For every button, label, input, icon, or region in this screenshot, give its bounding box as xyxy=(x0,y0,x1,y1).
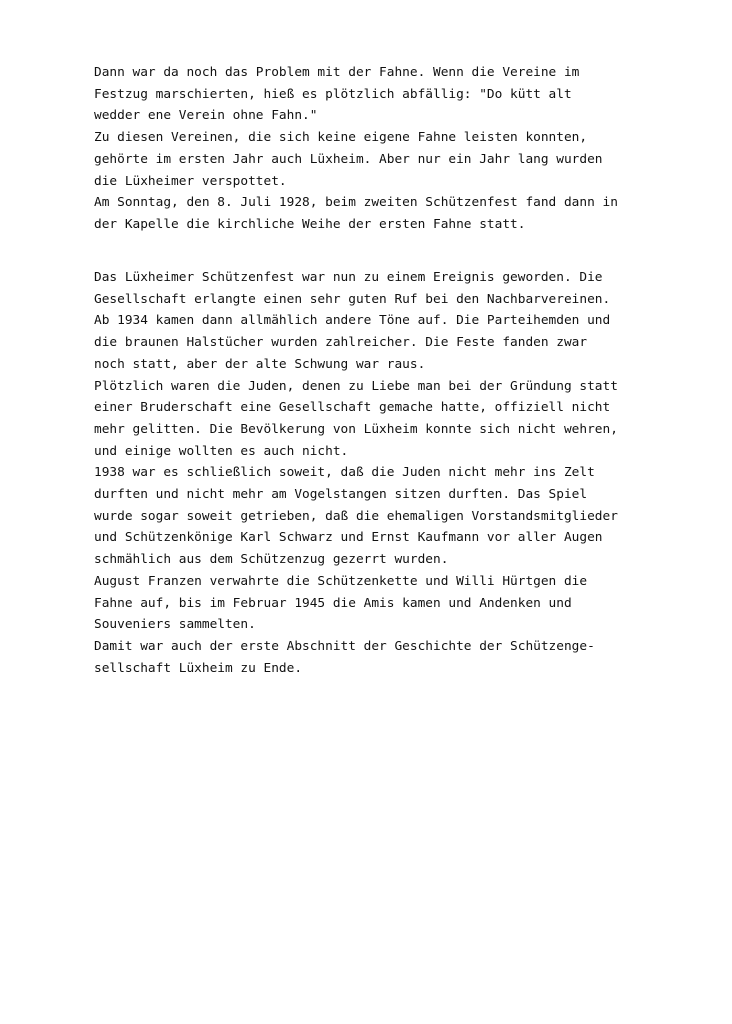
text-line: Das Lüxheimer Schützenfest war nun zu einem Ereignis geworden. Die xyxy=(94,270,603,285)
text-line: Plötzlich waren die Juden, denen zu Liebe man bei der Gründung statt xyxy=(94,378,618,394)
text-line: gehörte im ersten Jahr auch Lüxheim. Aber nur ein Jahr lang wurden xyxy=(94,151,603,167)
paragraph-flag-story xyxy=(94,62,694,236)
text-line: die Lüxheimer verspottet. xyxy=(94,173,287,189)
text-line: die braunen Halstücher wurden zahlreicher. Die Feste fanden zwar xyxy=(94,335,588,351)
text-line: noch statt, aber der alte Schwung war raus. xyxy=(94,356,426,372)
text-line: durften und nicht mehr am Vogelstangen sitzen durften. Das Spiel xyxy=(94,487,588,503)
text-line: mehr gelitten. Die Bevölkerung von Lüxheim konnte sich nicht wehren, xyxy=(94,421,618,437)
text-line: sellschaft Lüxheim zu Ende. xyxy=(94,660,303,676)
text-line: Am Sonntag, den 8. Juli 1928, beim zweiten Schützenfest fand dann in xyxy=(94,195,618,211)
text-line: Ab 1934 kamen dann allmählich andere Töne auf. Die Parteihemden und xyxy=(94,313,611,329)
text-line: Zu diesen Vereinen, die sich keine eigene Fahne leisten konnten, xyxy=(94,130,588,146)
text-line: und einige wollten es auch nicht. xyxy=(94,443,349,459)
text-line: Souveniers sammelten. xyxy=(94,617,256,633)
text-line: 1938 war es schließlich soweit, daß die Juden nicht mehr ins Zelt xyxy=(94,465,595,481)
paragraph-history-1934-1945 xyxy=(94,267,694,679)
text-line: einer Bruderschaft eine Gesellschaft gemache hatte, offiziell nicht xyxy=(94,400,611,416)
text-line: Festzug marschierten, hieß es plötzlich abfällig: "Do kütt alt xyxy=(94,86,572,102)
text-line: Damit war auch der erste Abschnitt der Geschichte der Schützenge- xyxy=(94,638,595,654)
text-line: wedder ene Verein ohne Fahn." xyxy=(94,108,318,124)
text-line: Fahne auf, bis im Februar 1945 die Amis kamen und Andenken und xyxy=(94,595,572,611)
text-line: und Schützenkönige Karl Schwarz und Ernst Kaufmann vor aller Augen xyxy=(94,530,603,546)
text-line: Gesellschaft erlangte einen sehr guten Ruf bei den Nachbarvereinen. xyxy=(94,291,611,307)
text-line: Dann war da noch das Problem mit der Fahne. Wenn die Vereine im xyxy=(94,65,580,80)
text-line: schmählich aus dem Schützenzug gezerrt wurden. xyxy=(94,552,449,568)
text-line: August Franzen verwahrte die Schützenkette und Willi Hürtgen die xyxy=(94,573,588,589)
text-line: wurde sogar soweit getrieben, daß die ehemaligen Vorstandsmitglieder xyxy=(94,508,618,524)
text-line: der Kapelle die kirchliche Weihe der ersten Fahne statt. xyxy=(94,216,526,232)
